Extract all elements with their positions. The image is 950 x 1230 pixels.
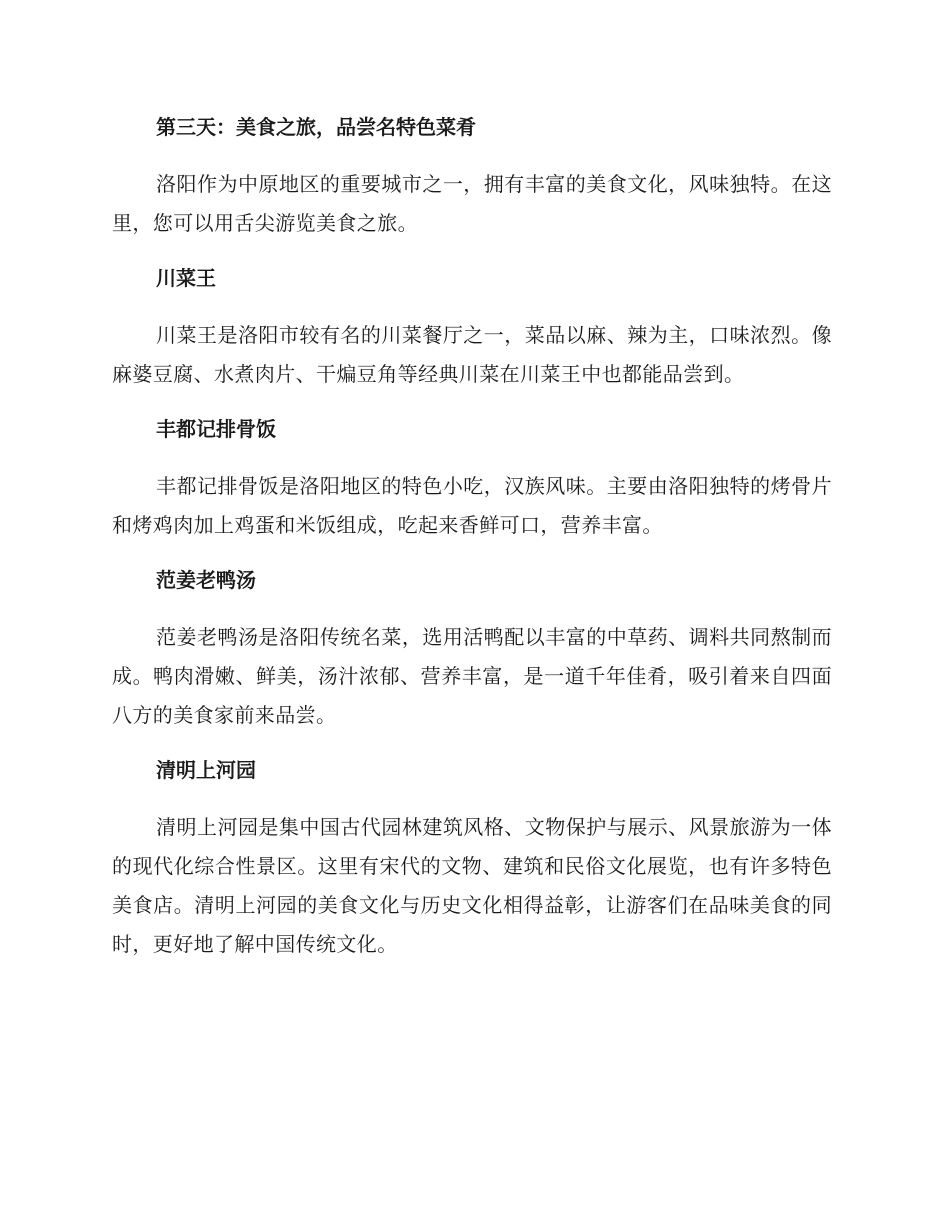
section-paragraph-fanjiang: 范姜老鸭汤是洛阳传统名菜，选用活鸭配以丰富的中草药、调料共同熬制而成。鸭肉滑嫩、鲜美，汤汁浓郁、营养丰富，是一道千年佳肴，吸引着来自四面八方的美食家前来品尝。 xyxy=(112,625,832,727)
section-paragraph-qingming: 清明上河园是集中国古代园林建筑风格、文物保护与展示、风景旅游为一体的现代化综合性景区。这里有宋代的文物、建筑和民俗文化展览，也有许多特色美食店。清明上河园的美食文化与历史文化相得益彰，让游客们在品味美食的同时，更好地了解中国传统文化。 xyxy=(112,815,832,956)
section-paragraph-chuancaiwang: 川菜王是洛阳市较有名的川菜餐厅之一，菜品以麻、辣为主，口味浓烈。像麻婆豆腐、水煮肉片、干煸豆角等经典川菜在川菜王中也都能品尝到。 xyxy=(112,323,832,386)
section-heading-qingming: 清明上河园 xyxy=(156,758,256,782)
section-heading-fanjiang: 范姜老鸭汤 xyxy=(156,568,256,592)
section-heading-chuancaiwang: 川菜王 xyxy=(156,266,216,290)
day-title: 第三天：美食之旅，品尝名特色菜肴 xyxy=(156,115,476,139)
section-heading-fengduji: 丰都记排骨饭 xyxy=(156,417,276,441)
section-paragraph-fengduji: 丰都记排骨饭是洛阳地区的特色小吃，汉族风味。主要由洛阳独特的烤骨片和烤鸡肉加上鸡蛋和米饭组成，吃起来香鲜可口，营养丰富。 xyxy=(112,474,832,537)
document-body xyxy=(112,106,832,978)
intro-paragraph: 洛阳作为中原地区的重要城市之一，拥有丰富的美食文化，风味独特。在这里，您可以用舌尖游览美食之旅。 xyxy=(112,172,832,235)
